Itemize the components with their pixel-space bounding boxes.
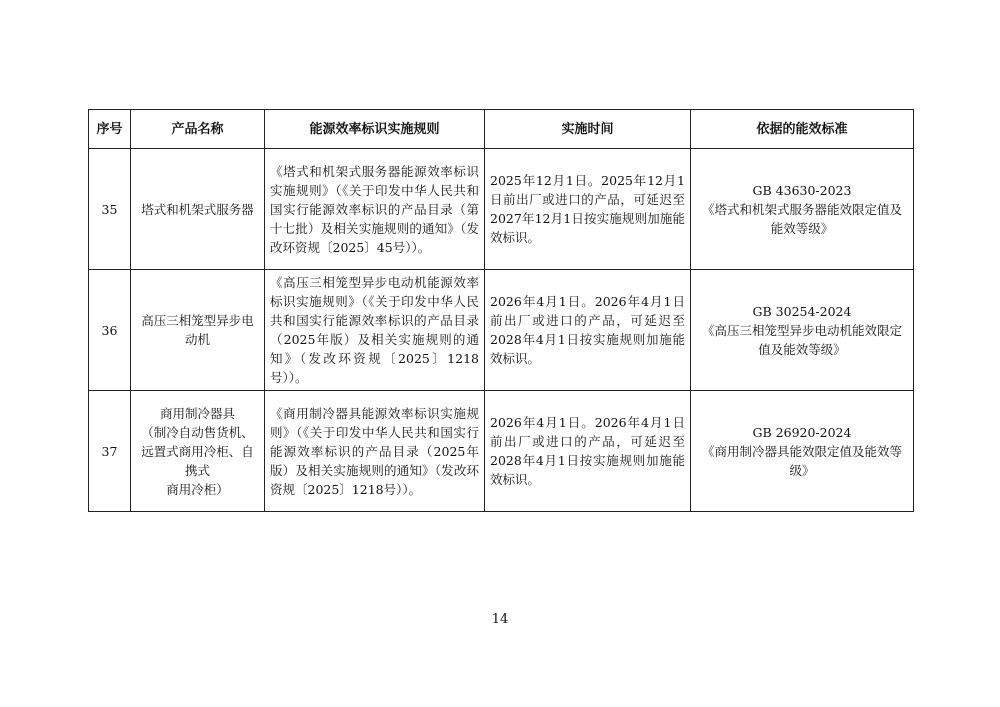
efficiency-standard-cell xyxy=(691,270,914,391)
implementation-date-cell: 2025年12月1日。2025年12月1日前出厂或进口的产品，可延迟至2027年12月1日按实施规则加施能效标识。 xyxy=(485,149,691,270)
implementation-rule-cell: 《高压三相笼型异步电动机能源效率标识实施规则》（《关于印发中华人民共和国实行能源效率标识的产品目录（2025年版）及相关实施规则的通知》（发改环资规〔2025〕1218号））。 xyxy=(265,270,485,391)
table-row xyxy=(89,391,914,512)
product-name-line: 商用制冷器具 xyxy=(159,405,235,421)
serial-no-cell: 35 xyxy=(89,149,131,270)
product-name-line: 携式 xyxy=(184,462,210,478)
standard-title: 《塔式和机架式服务器能效限定值及能效等级》 xyxy=(701,201,902,236)
serial-no-cell: 37 xyxy=(89,391,131,512)
implementation-date-cell: 2026年4月1日。2026年4月1日前出厂或进口的产品，可延迟至2028年4月1日按实施规则加施能效标识。 xyxy=(485,391,691,512)
implementation-rule-cell: 《商用制冷器具能源效率标识实施规则》（《关于印发中华人民共和国实行能源效率标识的产品目录（2025年版）及相关实施规则的通知》（发改环资规〔2025〕1218号））。 xyxy=(265,391,485,512)
header-efficiency-standard: 依据的能效标准 xyxy=(691,110,914,149)
standard-code: GB 43630-2023 xyxy=(752,182,852,198)
product-name-line: 远置式商用冷柜、自 xyxy=(141,443,254,459)
standard-code: GB 30254-2024 xyxy=(752,303,852,319)
product-name-line: （制冷自动售货机、 xyxy=(141,424,254,440)
efficiency-standard-cell xyxy=(691,149,914,270)
product-name-cell: 高压三相笼型异步电动机 xyxy=(131,270,265,391)
header-implementation-rule: 能源效率标识实施规则 xyxy=(265,110,485,149)
page-number: 14 xyxy=(491,612,509,627)
efficiency-standard-cell xyxy=(691,391,914,512)
implementation-rule-cell: 《塔式和机架式服务器能源效率标识实施规则》（《关于印发中华人民共和国实行能源效率标识的产品目录（第十七批）及相关实施规则的通知》（发改环资规〔2025〕45号））。 xyxy=(265,149,485,270)
standard-title: 《高压三相笼型异步电动机能效限定值及能效等级》 xyxy=(701,322,902,357)
product-name-line: 商用冷柜） xyxy=(166,481,229,497)
serial-no-cell: 36 xyxy=(89,270,131,391)
energy-label-rules-table xyxy=(88,109,914,512)
implementation-date-cell: 2026年4月1日。2026年4月1日前出厂或进口的产品，可延迟至2028年4月1日按实施规则加施能效标识。 xyxy=(485,270,691,391)
standard-title: 《商用制冷器具能效限定值及能效等级》 xyxy=(701,443,902,478)
product-name-cell: 塔式和机架式服务器 xyxy=(131,149,265,270)
header-product-name: 产品名称 xyxy=(131,110,265,149)
header-serial-no: 序号 xyxy=(89,110,131,149)
standard-code: GB 26920-2024 xyxy=(752,424,852,440)
table-row xyxy=(89,270,914,391)
table-row xyxy=(89,149,914,270)
product-name-cell xyxy=(131,391,265,512)
table-header-row xyxy=(89,110,914,149)
header-implementation-date: 实施时间 xyxy=(485,110,691,149)
